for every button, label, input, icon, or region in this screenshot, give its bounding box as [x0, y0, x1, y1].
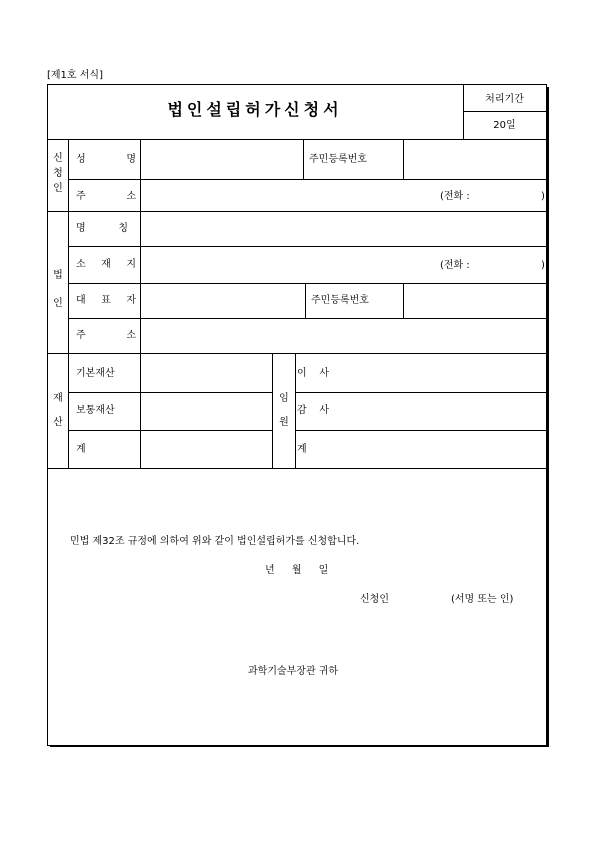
applicant-phone-label: (전화 : — [440, 191, 470, 202]
frame-shadow-right — [547, 87, 549, 747]
corp-name-label: 명 칭 — [76, 223, 128, 234]
corp-representative-field[interactable] — [141, 284, 304, 318]
line-corp-resno-left — [305, 283, 306, 318]
corp-location-label: 소 재 지 — [76, 259, 136, 270]
processing-value: 20일 — [493, 120, 516, 131]
line-officer-col-right — [295, 353, 296, 468]
date-line: 년 월 일 — [265, 565, 329, 576]
addressee: 과학기술부장관 귀하 — [248, 666, 339, 677]
officer-auditor-label: 감 사 — [297, 405, 329, 416]
corp-address-label: 주 소 — [76, 330, 136, 341]
signature-label: 신청인 — [360, 594, 389, 605]
applicant-name-field[interactable] — [141, 140, 302, 179]
corp-resident-no-field[interactable] — [404, 284, 545, 318]
processing-label: 처리기간 — [485, 94, 524, 105]
form-title: 법인설립허가신청서 — [167, 100, 343, 119]
corp-representative-label: 대 표 자 — [76, 295, 136, 306]
line-applicant-resno-left — [303, 139, 304, 179]
corp-name-field[interactable] — [141, 212, 545, 246]
corp-phone-label: (전화 : — [440, 260, 470, 271]
applicant-name-label: 성 명 — [76, 154, 136, 165]
signature-field[interactable] — [398, 590, 448, 606]
signature-note: (서명 또는 인) — [451, 594, 514, 605]
applicant-address-label: 주 소 — [76, 191, 136, 202]
corp-location-field[interactable] — [141, 247, 545, 283]
line-officer-col-left — [272, 353, 273, 468]
property-total-label: 계 — [76, 444, 86, 455]
processing-box-mid-line — [463, 111, 546, 112]
applicant-phone-close: ) — [541, 191, 545, 202]
line-table-bottom — [48, 468, 546, 469]
form-number: [제1호 서식] — [47, 70, 103, 81]
officer-director-field[interactable] — [332, 354, 545, 392]
section-corporation-label: 법인 — [53, 270, 63, 309]
line-section-col — [68, 139, 69, 468]
property-ordinary-field[interactable] — [141, 393, 271, 430]
declaration-statement: 민법 제32조 규정에 의하여 위와 같이 법인설립허가를 신청합니다. — [70, 536, 360, 547]
property-basic-label: 기본재산 — [76, 368, 115, 379]
section-officers-label: 임원 — [279, 393, 289, 428]
section-property-label: 재산 — [53, 393, 63, 428]
applicant-resident-no-field[interactable] — [404, 140, 545, 179]
officer-total-label: 계 — [297, 444, 307, 455]
applicant-resident-no-label: 주민등록번호 — [309, 154, 367, 165]
officer-director-label: 이 사 — [297, 368, 329, 379]
property-total-field[interactable] — [141, 431, 271, 468]
applicant-address-field[interactable] — [141, 180, 545, 211]
section-applicant-label: 신청인 — [53, 153, 63, 194]
corp-phone-close: ) — [541, 260, 545, 271]
property-ordinary-label: 보통재산 — [76, 405, 115, 416]
officer-auditor-field[interactable] — [332, 393, 545, 430]
corp-address-field[interactable] — [141, 319, 545, 353]
frame-shadow-bottom — [50, 745, 549, 747]
property-basic-field[interactable] — [141, 354, 271, 392]
corp-resident-no-label: 주민등록번호 — [311, 295, 369, 306]
officer-total-field[interactable] — [310, 431, 545, 468]
